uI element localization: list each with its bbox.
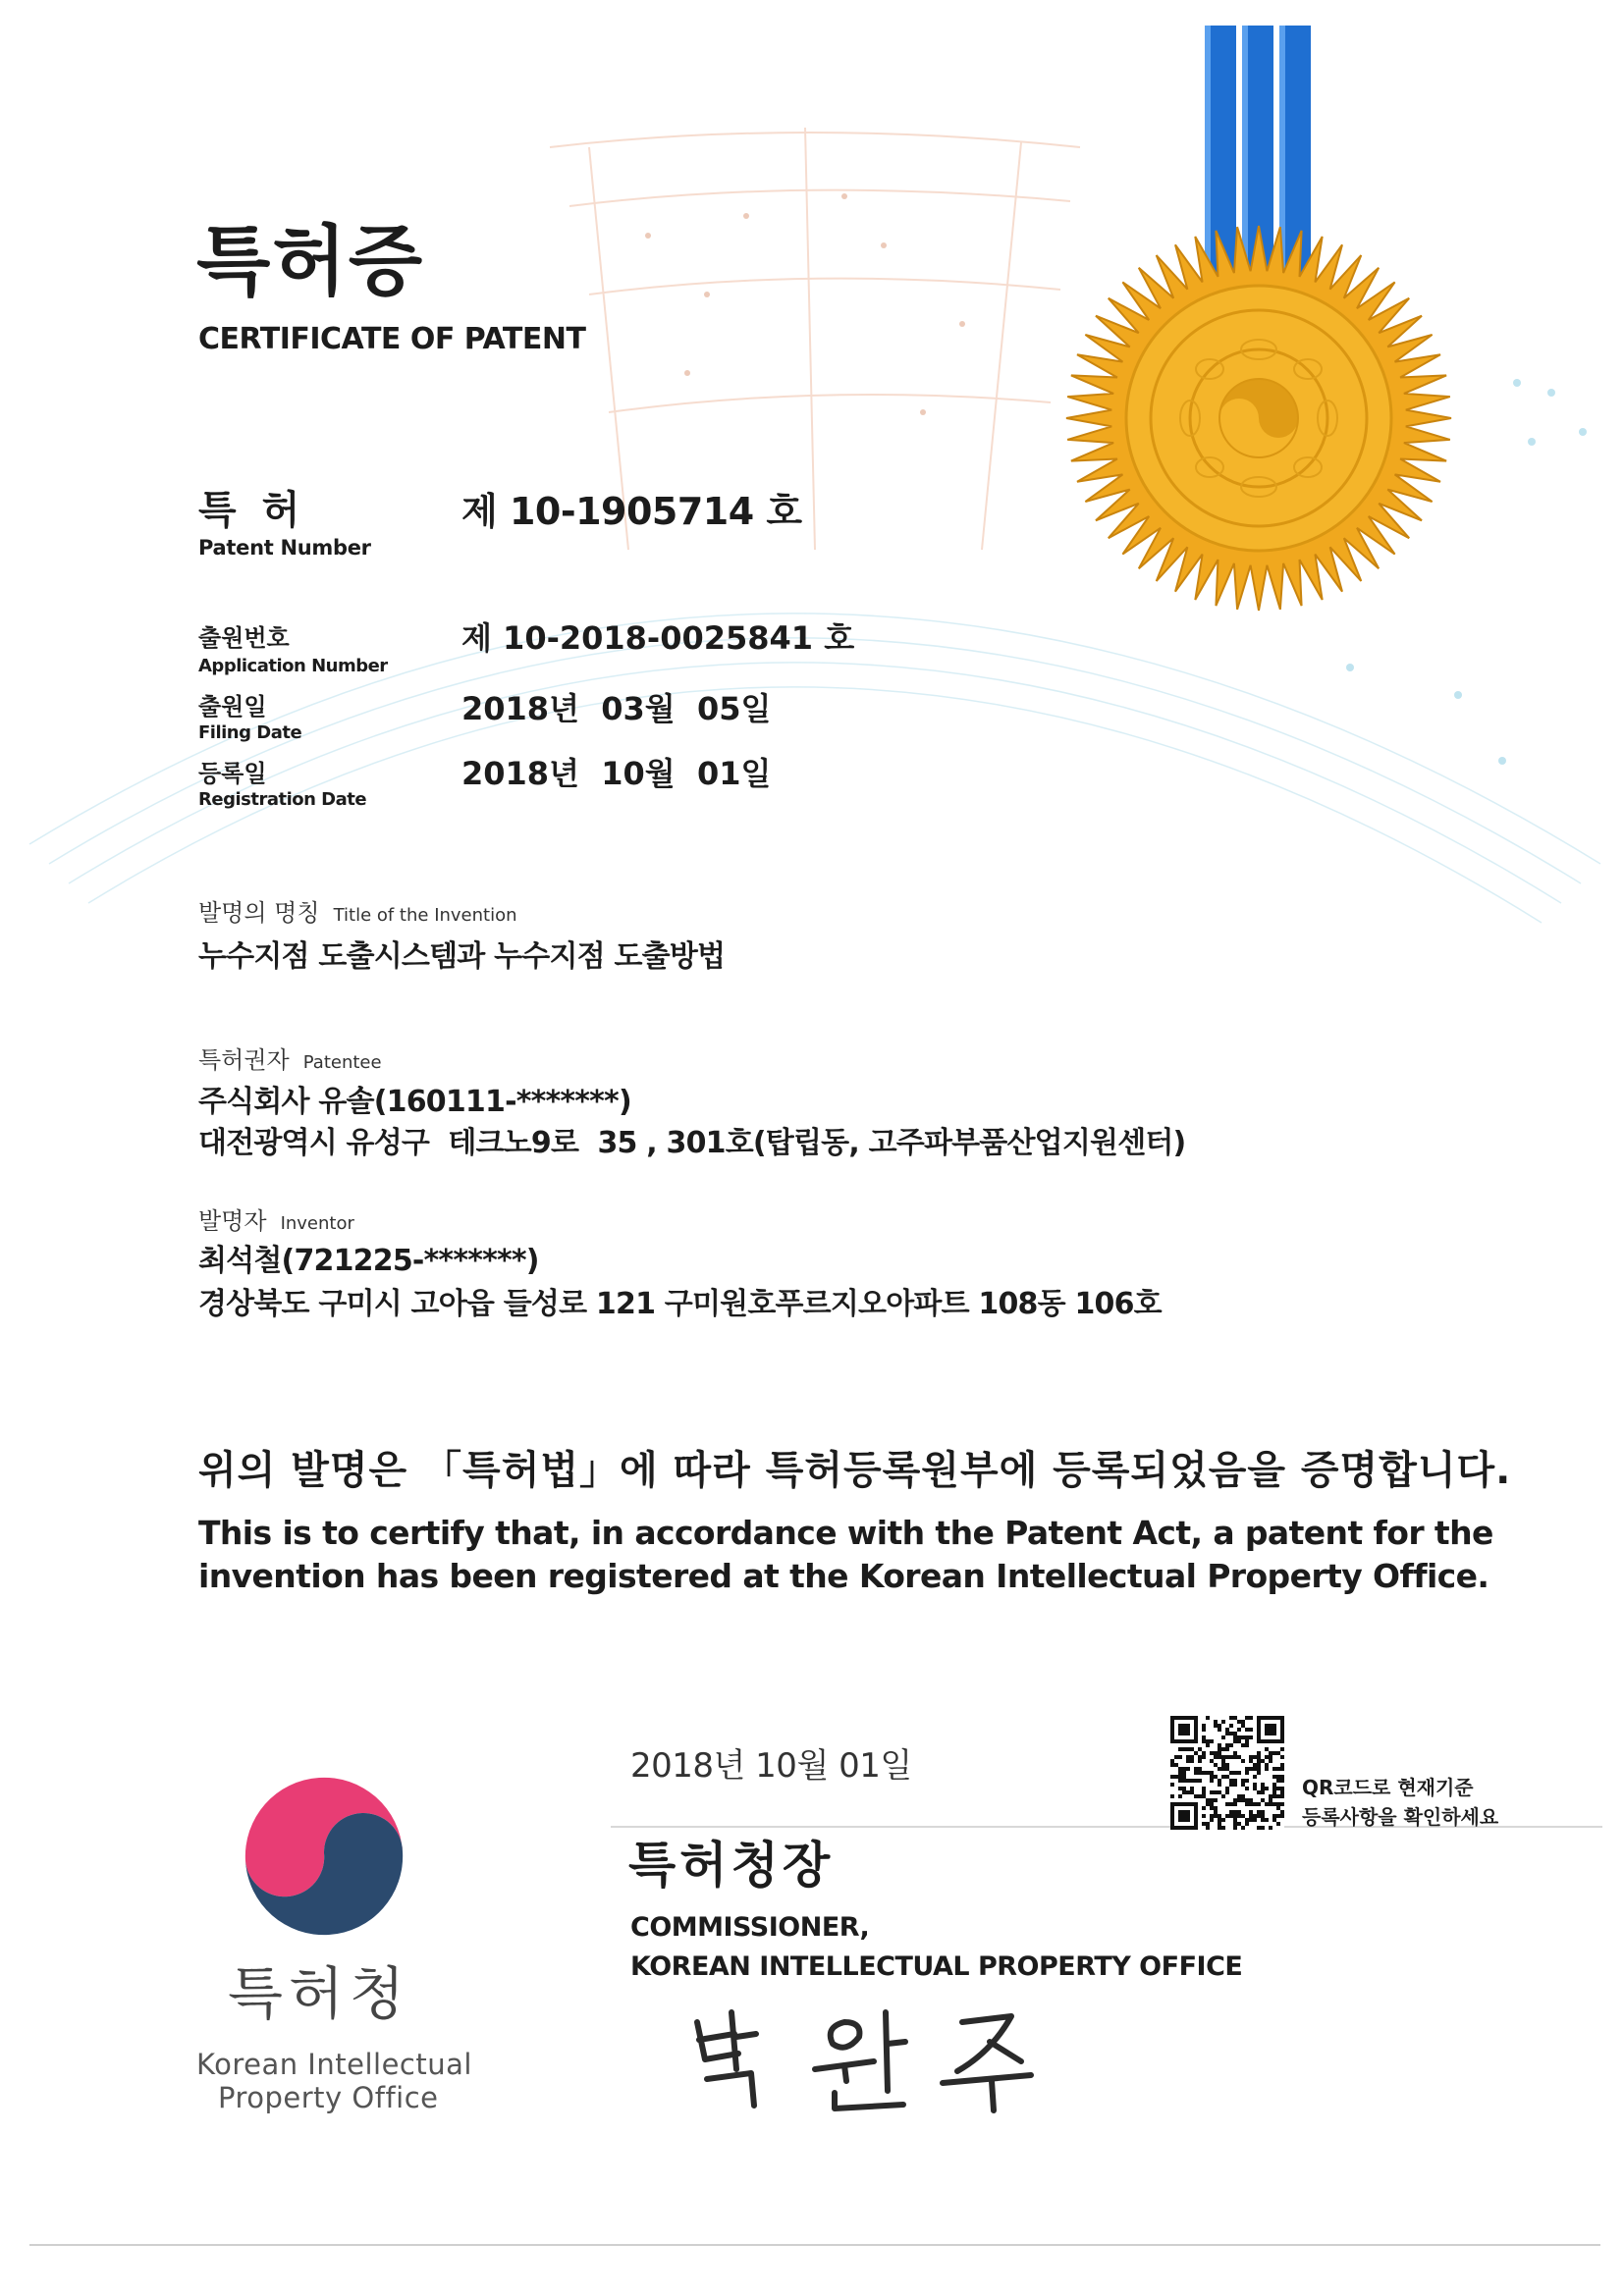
commissioner-title-en-line1: COMMISSIONER, xyxy=(630,1912,870,1943)
invention-label-en: Title of the Invention xyxy=(333,905,517,926)
bottom-rule xyxy=(29,2244,1600,2246)
registration-date-value: 2018년 10월 01일 xyxy=(461,755,772,792)
certificate-title-en: CERTIFICATE OF PATENT xyxy=(198,322,586,356)
patentee-section-label xyxy=(198,1048,382,1073)
invention-section-label xyxy=(198,901,517,926)
qr-note-line1: QR코드로 현재기준 xyxy=(1302,1776,1474,1799)
filing-date-value: 2018년 03월 05일 xyxy=(461,690,772,727)
kipo-name-en-line2: Property Office xyxy=(218,2081,439,2114)
patent-number-label-ko: 특 허 xyxy=(198,488,306,533)
certification-statement-ko: 위의 발명은 「특허법」에 따라 특허등록원부에 등록되었음을 증명합니다. xyxy=(198,1448,1512,1493)
commissioner-title-ko: 특허청장 xyxy=(628,1837,835,1894)
qr-code[interactable] xyxy=(1170,1716,1284,1830)
inventor-label-ko: 발명자 xyxy=(198,1207,267,1235)
registration-date-label-en: Registration Date xyxy=(198,789,367,810)
inventor-address: 경상북도 구미시 고아읍 들성로 121 구미원호푸르지오아파트 108동 106호 xyxy=(198,1287,1162,1321)
patentee-label-ko: 특허권자 xyxy=(198,1046,290,1074)
kipo-name-ko: 특허청 xyxy=(228,1960,411,2027)
qr-note-line2: 등록사항을 확인하세요 xyxy=(1302,1805,1499,1829)
patentee-label-en: Patentee xyxy=(302,1052,382,1073)
invention-title: 누수지점 도출시스템과 누수지점 도출방법 xyxy=(198,939,726,974)
inventor-name: 최석철(721225-*******) xyxy=(198,1244,539,1278)
application-number-label-en: Application Number xyxy=(198,656,388,676)
kipo-taegeuk-logo-icon xyxy=(226,1763,422,1949)
certificate-title-ko: 특허증 xyxy=(196,218,425,306)
filing-date-label-en: Filing Date xyxy=(198,722,302,743)
kipo-name-en-line1: Korean Intellectual xyxy=(196,2048,472,2081)
qr-note xyxy=(1302,1773,1498,1832)
patent-number-label-en: Patent Number xyxy=(198,536,371,560)
inventor-label-en: Inventor xyxy=(280,1213,354,1234)
application-number-value: 제 10-2018-0025841 호 xyxy=(461,619,855,657)
certification-statement-en: This is to certify that, in accordance with the Patent Act, a patent for the invention has been registered at the Korean Intellectual Property Office. xyxy=(198,1514,1493,1595)
filing-date-label-ko: 출원일 xyxy=(198,693,267,721)
commissioner-title-en-line2: KOREAN INTELLECTUAL PROPERTY OFFICE xyxy=(630,1951,1243,1982)
commissioner-signature xyxy=(677,1983,1070,2120)
registration-date-label-ko: 등록일 xyxy=(198,760,267,787)
patentee-name: 주식회사 유솔(160111-*******) xyxy=(198,1085,631,1119)
application-number-label-ko: 출원번호 xyxy=(198,624,290,652)
patentee-address: 대전광역시 유성구 테크노9로 35 , 301호(탑립동, 고주파부품산업지원센터) xyxy=(198,1126,1186,1160)
invention-label-ko: 발명의 명칭 xyxy=(198,899,320,927)
patent-number-value: 제 10-1905714 호 xyxy=(461,490,802,533)
gold-seal-medal xyxy=(1062,26,1455,614)
issue-date: 2018년 10월 01일 xyxy=(630,1746,912,1786)
inventor-section-label xyxy=(198,1209,354,1234)
